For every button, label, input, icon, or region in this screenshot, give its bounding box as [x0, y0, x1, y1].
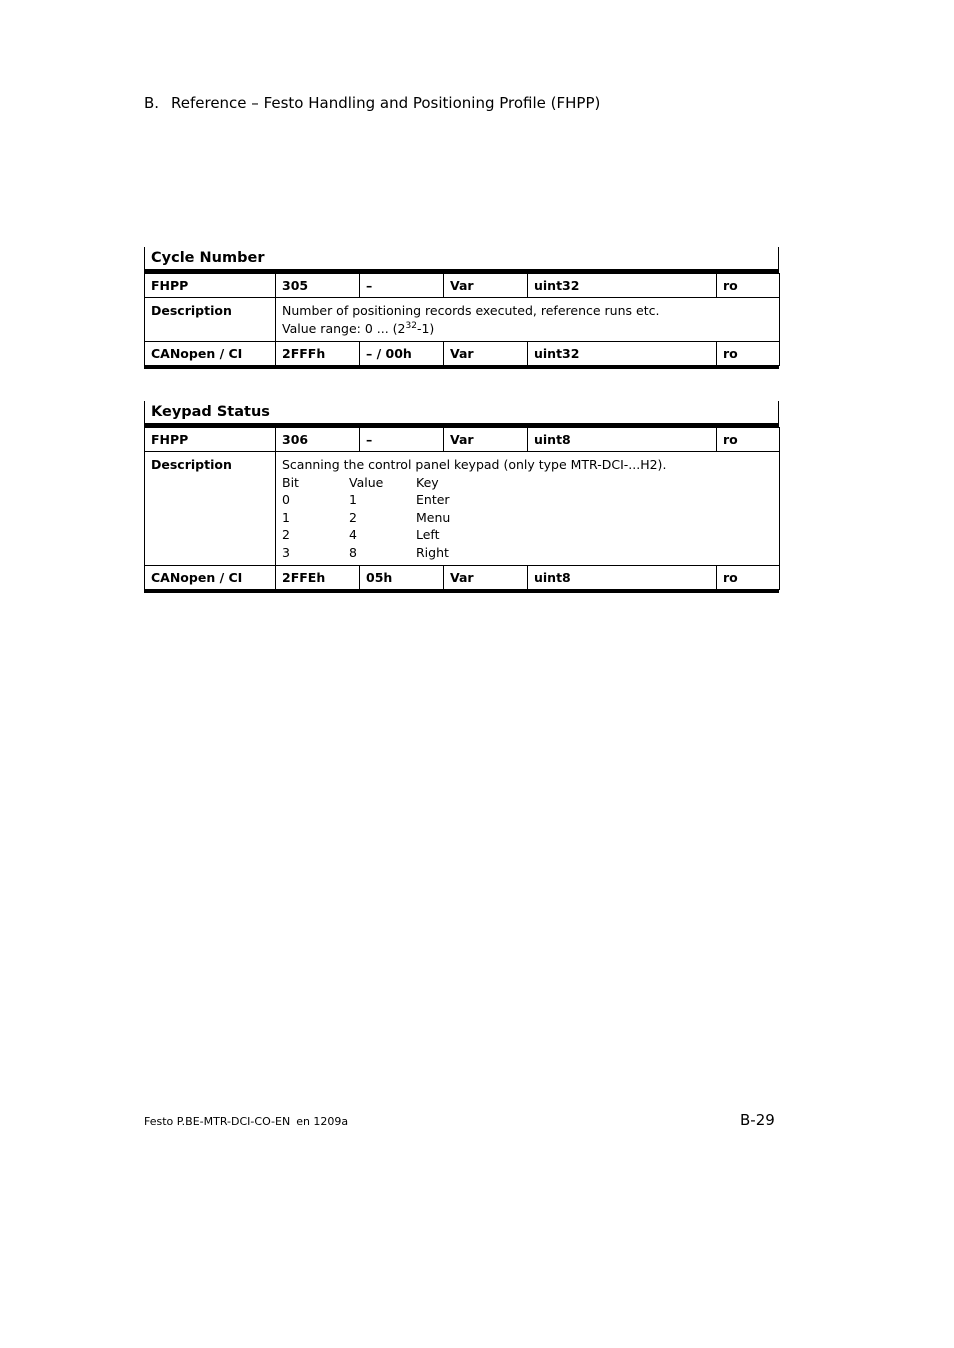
footer-lang: en 1209a — [296, 1115, 349, 1128]
value-header: Value — [349, 474, 384, 490]
bit-row — [282, 509, 450, 527]
divider — [144, 366, 779, 369]
canopen-access: ro — [717, 342, 780, 366]
parameter-table-keypad-status — [144, 401, 779, 593]
fhpp-label: FHPP — [145, 428, 276, 452]
fhpp-row — [145, 428, 780, 452]
canopen-row — [145, 566, 780, 590]
parameter-grid — [144, 427, 780, 590]
description-text — [276, 298, 780, 342]
canopen-label: CANopen / CI — [145, 342, 276, 366]
fhpp-row — [145, 274, 780, 298]
bit-value: 8 — [349, 544, 357, 560]
bit-number: 0 — [282, 492, 290, 507]
divider — [144, 590, 779, 593]
bit-row — [282, 544, 450, 562]
description-label: Description — [145, 452, 276, 566]
canopen-label: CANopen / CI — [145, 566, 276, 590]
footer-document-id — [144, 1115, 348, 1128]
fhpp-type: uint32 — [528, 274, 717, 298]
canopen-subindex: 05h — [360, 566, 444, 590]
bit-key: Menu — [416, 509, 451, 525]
description-label: Description — [145, 298, 276, 342]
canopen-type: uint32 — [528, 342, 717, 366]
parameter-title: Keypad Status — [144, 401, 779, 423]
bit-number: 3 — [282, 544, 290, 560]
bit-key: Left — [416, 527, 440, 542]
bit-value: 4 — [349, 527, 357, 542]
parameter-table-cycle-number — [144, 247, 779, 369]
canopen-index: 2FFFh — [276, 342, 360, 366]
fhpp-class: Var — [444, 428, 528, 452]
bit-row — [282, 491, 450, 509]
description-row — [145, 298, 780, 342]
bit-table — [282, 474, 450, 562]
bit-key: Right — [416, 544, 449, 560]
fhpp-class: Var — [444, 274, 528, 298]
fhpp-access: ro — [717, 428, 780, 452]
bit-value: 1 — [349, 492, 357, 507]
fhpp-type: uint8 — [528, 428, 717, 452]
chapter-title: Reference – Festo Handling and Positioning Profile (FHPP) — [171, 94, 601, 112]
fhpp-subindex: – — [360, 274, 444, 298]
parameter-grid — [144, 273, 780, 366]
bit-value: 2 — [349, 509, 357, 525]
bit-row — [282, 526, 450, 544]
page-number: B-29 — [740, 1111, 775, 1129]
bit-number: 2 — [282, 527, 290, 542]
value-range-exponent: 32 — [405, 320, 417, 331]
footer-doc: Festo P.BE-MTR-DCI-CO-EN — [144, 1115, 291, 1128]
canopen-row — [145, 342, 780, 366]
value-range-suffix: -1) — [416, 320, 435, 336]
bit-header-row — [282, 474, 450, 492]
fhpp-label: FHPP — [145, 274, 276, 298]
parameter-title: Cycle Number — [144, 247, 779, 269]
canopen-index: 2FFEh — [276, 566, 360, 590]
key-header: Key — [416, 474, 439, 490]
chapter-heading — [144, 94, 600, 112]
canopen-access: ro — [717, 566, 780, 590]
bit-number: 1 — [282, 509, 290, 525]
canopen-class: Var — [444, 566, 528, 590]
chapter-number: B. — [144, 94, 160, 112]
canopen-class: Var — [444, 342, 528, 366]
fhpp-subindex: – — [360, 428, 444, 452]
description-row — [145, 452, 780, 566]
fhpp-access: ro — [717, 274, 780, 298]
bit-key: Enter — [416, 492, 450, 507]
canopen-subindex: – / 00h — [360, 342, 444, 366]
value-range-prefix: Value range: 0 ... (2 — [282, 320, 406, 336]
canopen-type: uint8 — [528, 566, 717, 590]
description-line: Number of positioning records executed, reference runs etc. — [282, 303, 660, 318]
bit-header: Bit — [282, 474, 299, 490]
description-line: Scanning the control panel keypad (only type MTR-DCI-...H2). — [282, 457, 667, 472]
value-range — [282, 320, 773, 338]
fhpp-number: 305 — [276, 274, 360, 298]
description-text — [276, 452, 780, 566]
fhpp-number: 306 — [276, 428, 360, 452]
